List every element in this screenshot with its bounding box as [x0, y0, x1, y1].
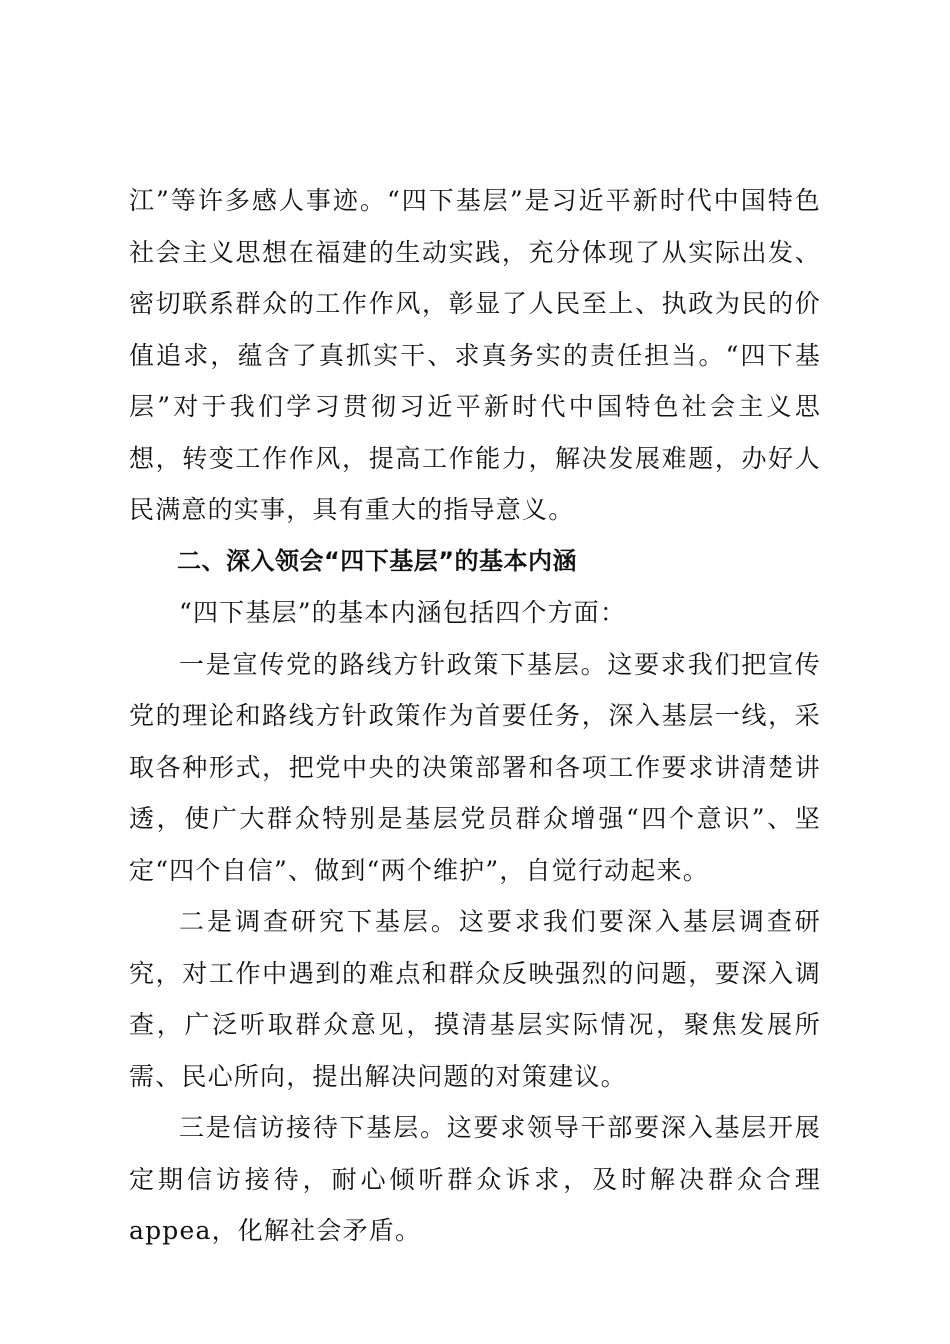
paragraph-point-two-research: 二是调查研究下基层。这要求我们要深入基层调查研究，对工作中遇到的难点和群众反映强烈的问题，要深入调查，广泛听取群众意见，摸清基层实际情况，聚焦发展所需、民心所向，提出解决问题的对策建议。: [129, 907, 821, 1091]
paragraph-four-aspects: “四下基层”的基本内涵包括四个方面：: [179, 598, 627, 627]
document-body: [129, 175, 821, 1257]
paragraph-point-one-propaganda: 一是宣传党的路线方针政策下基层。这要求我们把宣传党的理论和路线方针政策作为首要任务，深入基层一线，采取各种形式，把党中央的决策部署和各项工作要求讲清楚讲透，使广大群众特别是基层党员群众增强“四个意识”、坚定“四个自信”、做到“两个维护”，自觉行动起来。: [129, 649, 821, 885]
paragraph-intro-continuation: 江”等许多感人事迹。“四下基层”是习近平新时代中国特色社会主义思想在福建的生动实践，充分体现了从实际出发、密切联系群众的工作作风，彰显了人民至上、执政为民的价值追求，蕴含了真抓实干、求真务实的责任担当。“四下基层”对于我们学习贯彻习近平新时代中国特色社会主义思想，转变工作作风，提高工作能力，解决发展难题，办好人民满意的实事，具有重大的指导意义。: [129, 186, 821, 524]
section-heading-basic-connotation: 二、深入领会“四下基层”的基本内涵: [177, 546, 578, 575]
paragraph-point-three-petition: 三是信访接待下基层。这要求领导干部要深入基层开展定期信访接待，耐心倾听群众诉求，及时解决群众合理appea，化解社会矛盾。: [129, 1113, 821, 1245]
